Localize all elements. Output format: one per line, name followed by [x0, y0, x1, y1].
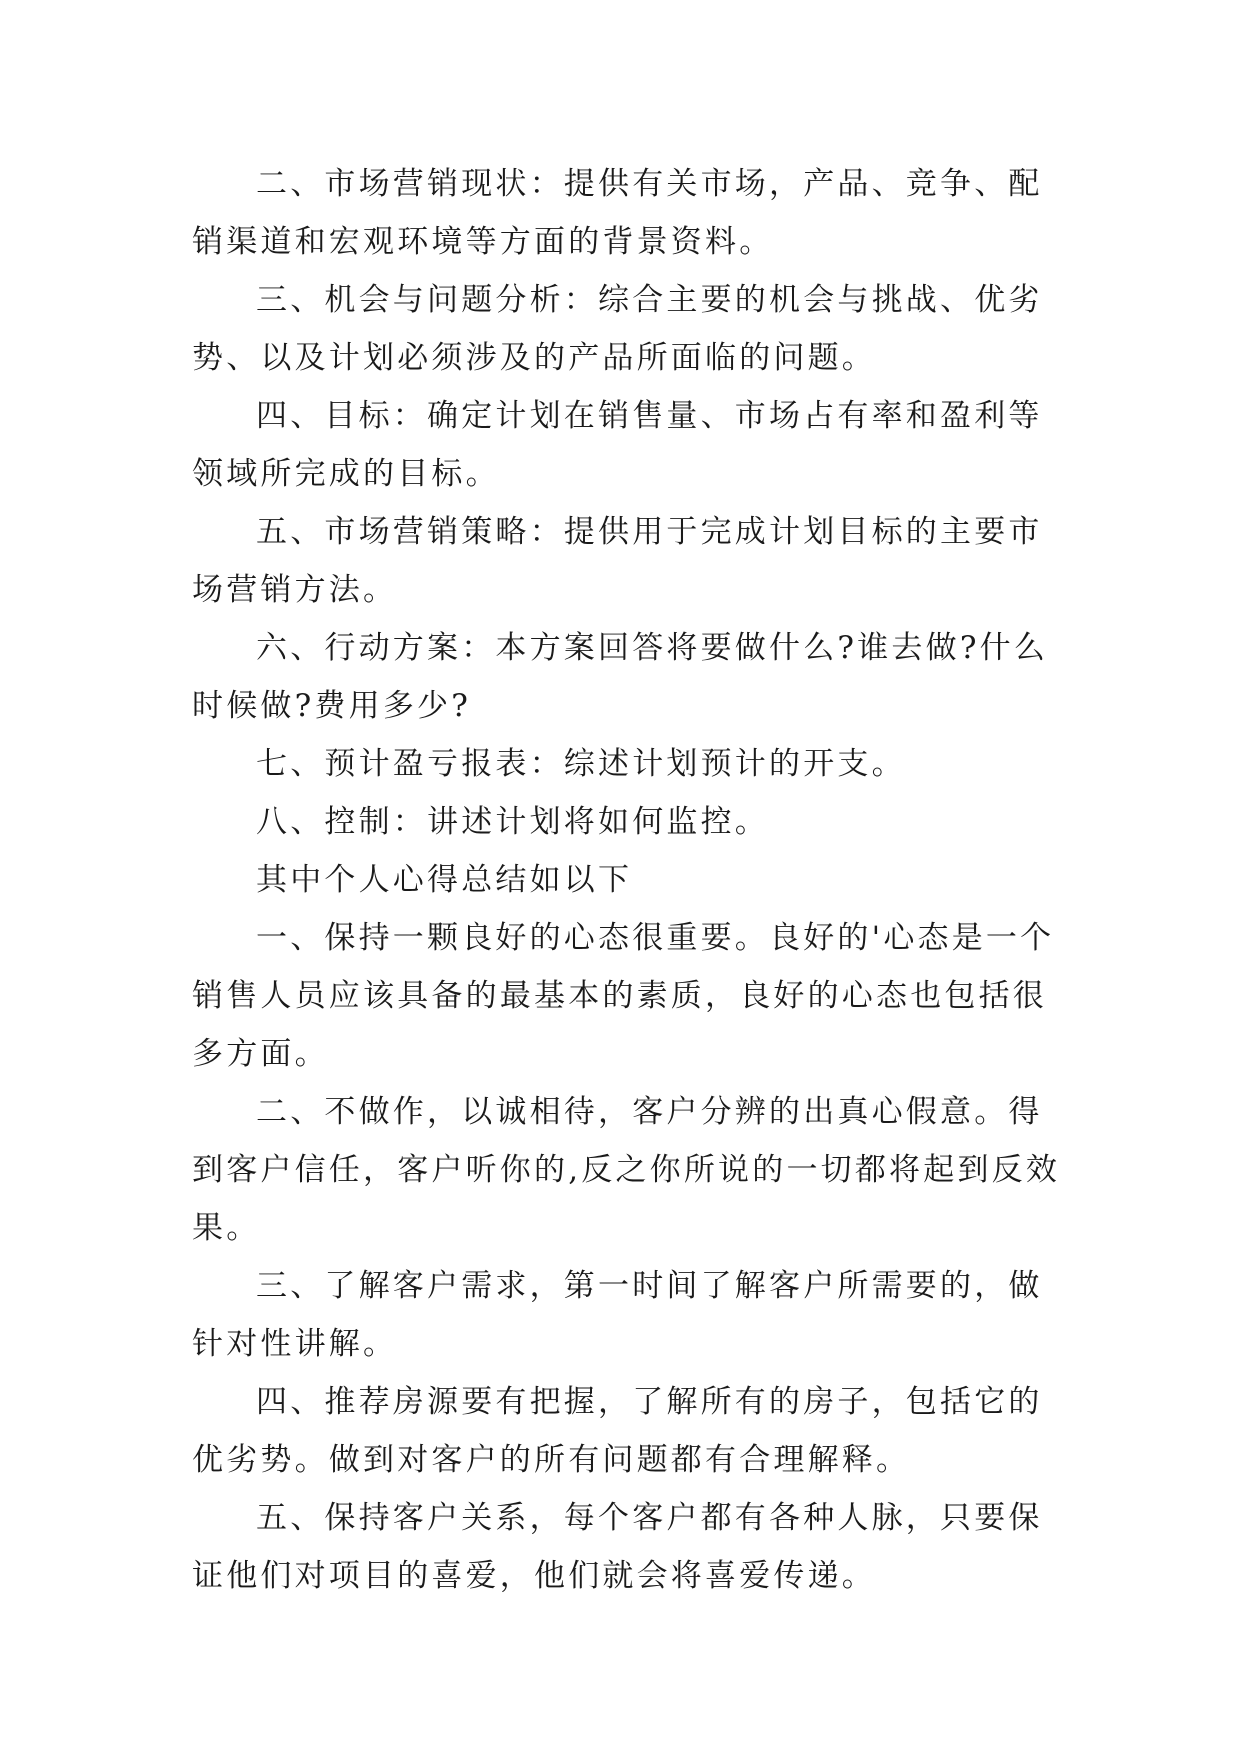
paragraph-opportunity-analysis: 三、机会与问题分析：综合主要的机会与挑战、优劣势、以及计划必须涉及的产品所面临的问题。 [192, 282, 1043, 376]
paragraph-marketing-strategy: 五、市场营销策略：提供用于完成计划目标的主要市场营销方法。 [192, 514, 1043, 608]
document-body [192, 155, 1072, 1605]
paragraph-customer-needs: 三、了解客户需求，第一时间了解客户所需要的，做针对性讲解。 [192, 1268, 1043, 1362]
paragraph-goals: 四、目标：确定计划在销售量、市场占有率和盈利等领域所完成的目标。 [192, 398, 1043, 492]
paragraph-profit-loss: 七、预计盈亏报表：综述计划预计的开支。 [256, 746, 906, 782]
paragraph-mindset: 一、保持一颗良好的心态很重要。良好的'心态是一个销售人员应该具备的最基本的素质，良好的心态也包括很多方面。 [192, 920, 1055, 1072]
paragraph-action-plan: 六、行动方案：本方案回答将要做什么?谁去做?什么时候做?费用多少? [192, 630, 1049, 724]
paragraph-summary-intro: 其中个人心得总结如以下 [256, 862, 633, 898]
paragraph-recommend-listings: 四、推荐房源要有把握，了解所有的房子，包括它的优劣势。做到对客户的所有问题都有合理解释。 [192, 1384, 1043, 1478]
paragraph-sincerity: 二、不做作，以诚相待，客户分辨的出真心假意。得到客户信任，客户听你的,反之你所说的一切都将起到反效果。 [192, 1094, 1061, 1246]
paragraph-customer-relations: 五、保持客户关系，每个客户都有各种人脉，只要保证他们对项目的喜爱，他们就会将喜爱传递。 [192, 1500, 1043, 1594]
paragraph-control: 八、控制：讲述计划将如何监控。 [256, 804, 769, 840]
paragraph-market-status: 二、市场营销现状：提供有关市场，产品、竞争、配销渠道和宏观环境等方面的背景资料。 [192, 166, 1043, 260]
